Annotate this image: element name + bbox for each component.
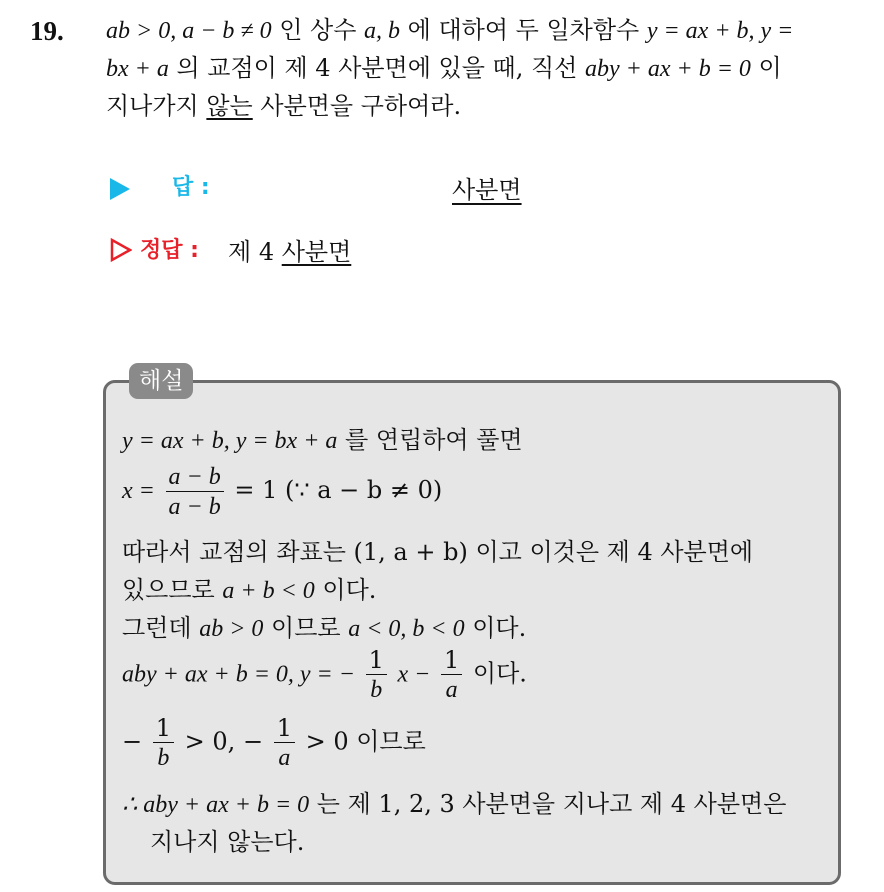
correct-answer-label: 정답 : bbox=[140, 238, 199, 263]
underlined-word: 않는 bbox=[206, 92, 253, 120]
fraction: $\frac{1}{a}$ bbox=[274, 714, 295, 772]
explanation-tag: 해설 bbox=[129, 363, 193, 399]
fraction: $\frac{a - b}{a - b}$ bbox=[166, 462, 224, 521]
correct-answer-value: 제 4 사분면 bbox=[228, 238, 352, 266]
question-line-2: bx + a 의 교점이 제 4 사분면에 있을 때, 직선 aby + ax + b = 0 이 bbox=[106, 54, 782, 82]
correct-answer-row bbox=[110, 230, 810, 270]
question-line-3: 지나가지 않는 사분면을 구하여라. bbox=[106, 92, 462, 120]
outline-triangle-icon bbox=[110, 238, 132, 262]
explanation-line-7: − $\frac{1}{b}$ > 0, − $\frac{1}{a}$ > 0 이므로 bbox=[122, 714, 426, 771]
explanation-line-5: 그런데 ab > 0 이므로 a < 0, b < 0 이다. bbox=[122, 614, 527, 642]
question-line-1: ab > 0, a − b ≠ 0 인 상수 a, b 에 대하여 두 일차함수 y = ax + b, y = bbox=[106, 16, 794, 44]
explanation-line-9: 지나지 않는다. bbox=[150, 828, 305, 856]
answer-row bbox=[110, 168, 810, 208]
filled-triangle-icon bbox=[110, 178, 130, 200]
explanation-line-2: x = $\frac{a - b}{a - b}$ = 1 (∵ a − b ≠ 0) bbox=[122, 464, 443, 520]
answer-value: 사분면 bbox=[452, 176, 522, 204]
explanation-line-4: 있으므로 a + b < 0 이다. bbox=[122, 576, 377, 604]
fraction: $\frac{1}{b}$ bbox=[153, 714, 174, 772]
fraction: $\frac{1}{a}$ bbox=[441, 646, 462, 704]
question-number: 19. bbox=[30, 16, 64, 46]
explanation-line-8: ∴ aby + ax + b = 0 는 제 1, 2, 3 사분면을 지나고 제 4 사분면은 bbox=[122, 790, 787, 818]
fraction: $\frac{1}{b}$ bbox=[366, 646, 387, 704]
answer-label: 답 : bbox=[172, 175, 210, 200]
explanation-line-1: y = ax + b, y = bx + a 를 연립하여 풀면 bbox=[122, 426, 523, 454]
explanation-line-6: aby + ax + b = 0, y = − $\frac{1}{b}$ x − $\frac{1}{a}$ 이다. bbox=[122, 646, 527, 703]
explanation-line-3: 따라서 교점의 좌표는 (1, a + b) 이고 이것은 제 4 사분면에 bbox=[122, 538, 754, 566]
